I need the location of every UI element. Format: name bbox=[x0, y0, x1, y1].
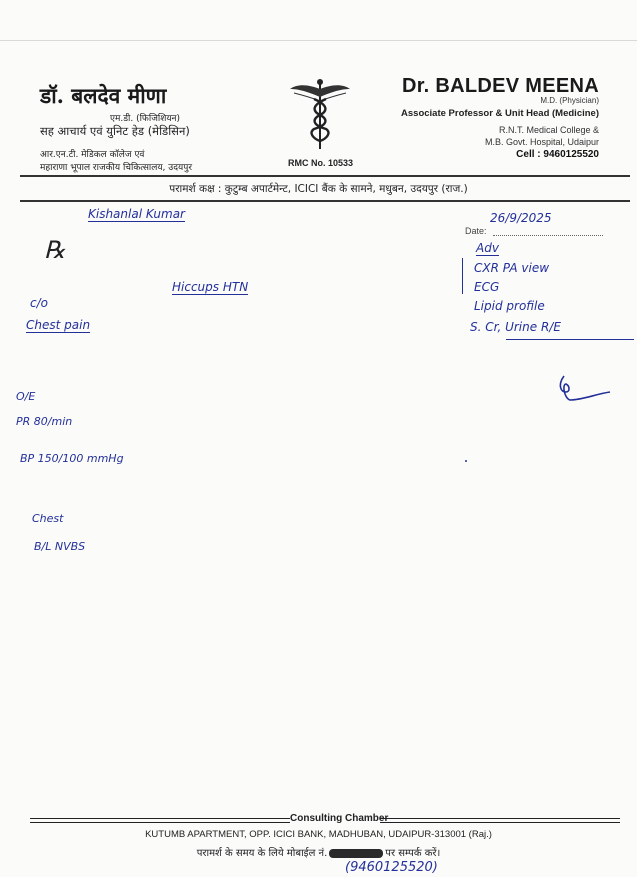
advice-item-3: Lipid profile bbox=[474, 299, 545, 313]
doctor-name-english: Dr. BALDEV MEENA bbox=[401, 75, 599, 97]
patient-name: Kishanlal Kumar bbox=[88, 207, 185, 221]
footer-contact bbox=[0, 845, 637, 859]
rx-icon: ℞ bbox=[44, 236, 66, 264]
header-rule-bottom bbox=[20, 200, 630, 202]
consult-address-hindi: परामर्श कक्ष : कुटुम्ब अपार्टमेन्ट, ICICI बैंक के सामने, मधुबन, उदयपुर (राज.) bbox=[169, 183, 468, 195]
paper-fold-line bbox=[0, 40, 637, 41]
exam-line-2: PR 80/min bbox=[16, 415, 73, 428]
header-rule-top bbox=[20, 175, 630, 177]
college-hindi: आर.एन.टी. मेडिकल कॉलेज एवं bbox=[40, 150, 145, 160]
history-label: c/o bbox=[30, 296, 48, 310]
redacted-number bbox=[329, 849, 383, 858]
doctor-name-hindi: डॉ. बलदेव मीणा bbox=[40, 83, 167, 108]
signature-mark bbox=[552, 370, 612, 410]
doctor-title-hindi: सह आचार्य एवं युनिट हेड (मेडिसिन) bbox=[40, 124, 190, 138]
advice-item-4: S. Cr, Urine R/E bbox=[470, 320, 561, 334]
advice-underline bbox=[506, 339, 634, 340]
advice-title: Adv bbox=[476, 241, 499, 255]
ink-dot bbox=[465, 460, 467, 462]
advice-item-1: CXR PA view bbox=[474, 261, 550, 275]
rmc-number: RMC No. 10533 bbox=[288, 158, 354, 168]
doctor-cell-number: Cell : 9460125520 bbox=[516, 149, 599, 160]
chest-finding: B/L NVBS bbox=[34, 540, 86, 553]
doctor-title-english: Associate Professor & Unit Head (Medicine) bbox=[401, 108, 599, 119]
date-dotted-line bbox=[493, 235, 603, 236]
exam-line-1: O/E bbox=[16, 390, 36, 403]
exam-line-3: BP 150/100 mmHg bbox=[20, 452, 124, 465]
date-label: Date: bbox=[465, 226, 487, 236]
college-english: R.N.T. Medical College & bbox=[498, 125, 599, 135]
history-item: Chest pain bbox=[26, 318, 91, 332]
doctor-degree-hindi: एम.डी. (फिजिशियन) bbox=[110, 114, 181, 124]
handwritten-phone: (9460125520) bbox=[345, 860, 438, 875]
footer-address: KUTUMB APARTMENT, OPP. ICICI BANK, MADHUBAN, UDAIPUR-313001 (Raj.) bbox=[145, 829, 492, 840]
doctor-degree-english: M.D. (Physician) bbox=[540, 96, 599, 105]
hospital-hindi: महाराणा भूपाल राजकीय चिकित्सालय, उदयपुर bbox=[40, 163, 192, 173]
caduceus-icon bbox=[288, 77, 352, 151]
date-value: 26/9/2025 bbox=[490, 211, 552, 225]
chamber-label: Consulting Chamber bbox=[290, 813, 389, 824]
chest-label: Chest bbox=[32, 512, 64, 525]
footer-contact-suffix: पर सम्पर्क करें। bbox=[385, 848, 441, 859]
footer-contact-prefix: परामर्श के समय के लिये मोबाईल नं. bbox=[196, 848, 328, 859]
footer-rule-left bbox=[30, 818, 290, 823]
diagnosis: Hiccups HTN bbox=[172, 280, 249, 294]
advice-bracket bbox=[462, 258, 463, 294]
footer-rule-right bbox=[380, 818, 620, 823]
advice-item-2: ECG bbox=[474, 280, 500, 294]
hospital-english: M.B. Govt. Hospital, Udaipur bbox=[484, 137, 599, 147]
